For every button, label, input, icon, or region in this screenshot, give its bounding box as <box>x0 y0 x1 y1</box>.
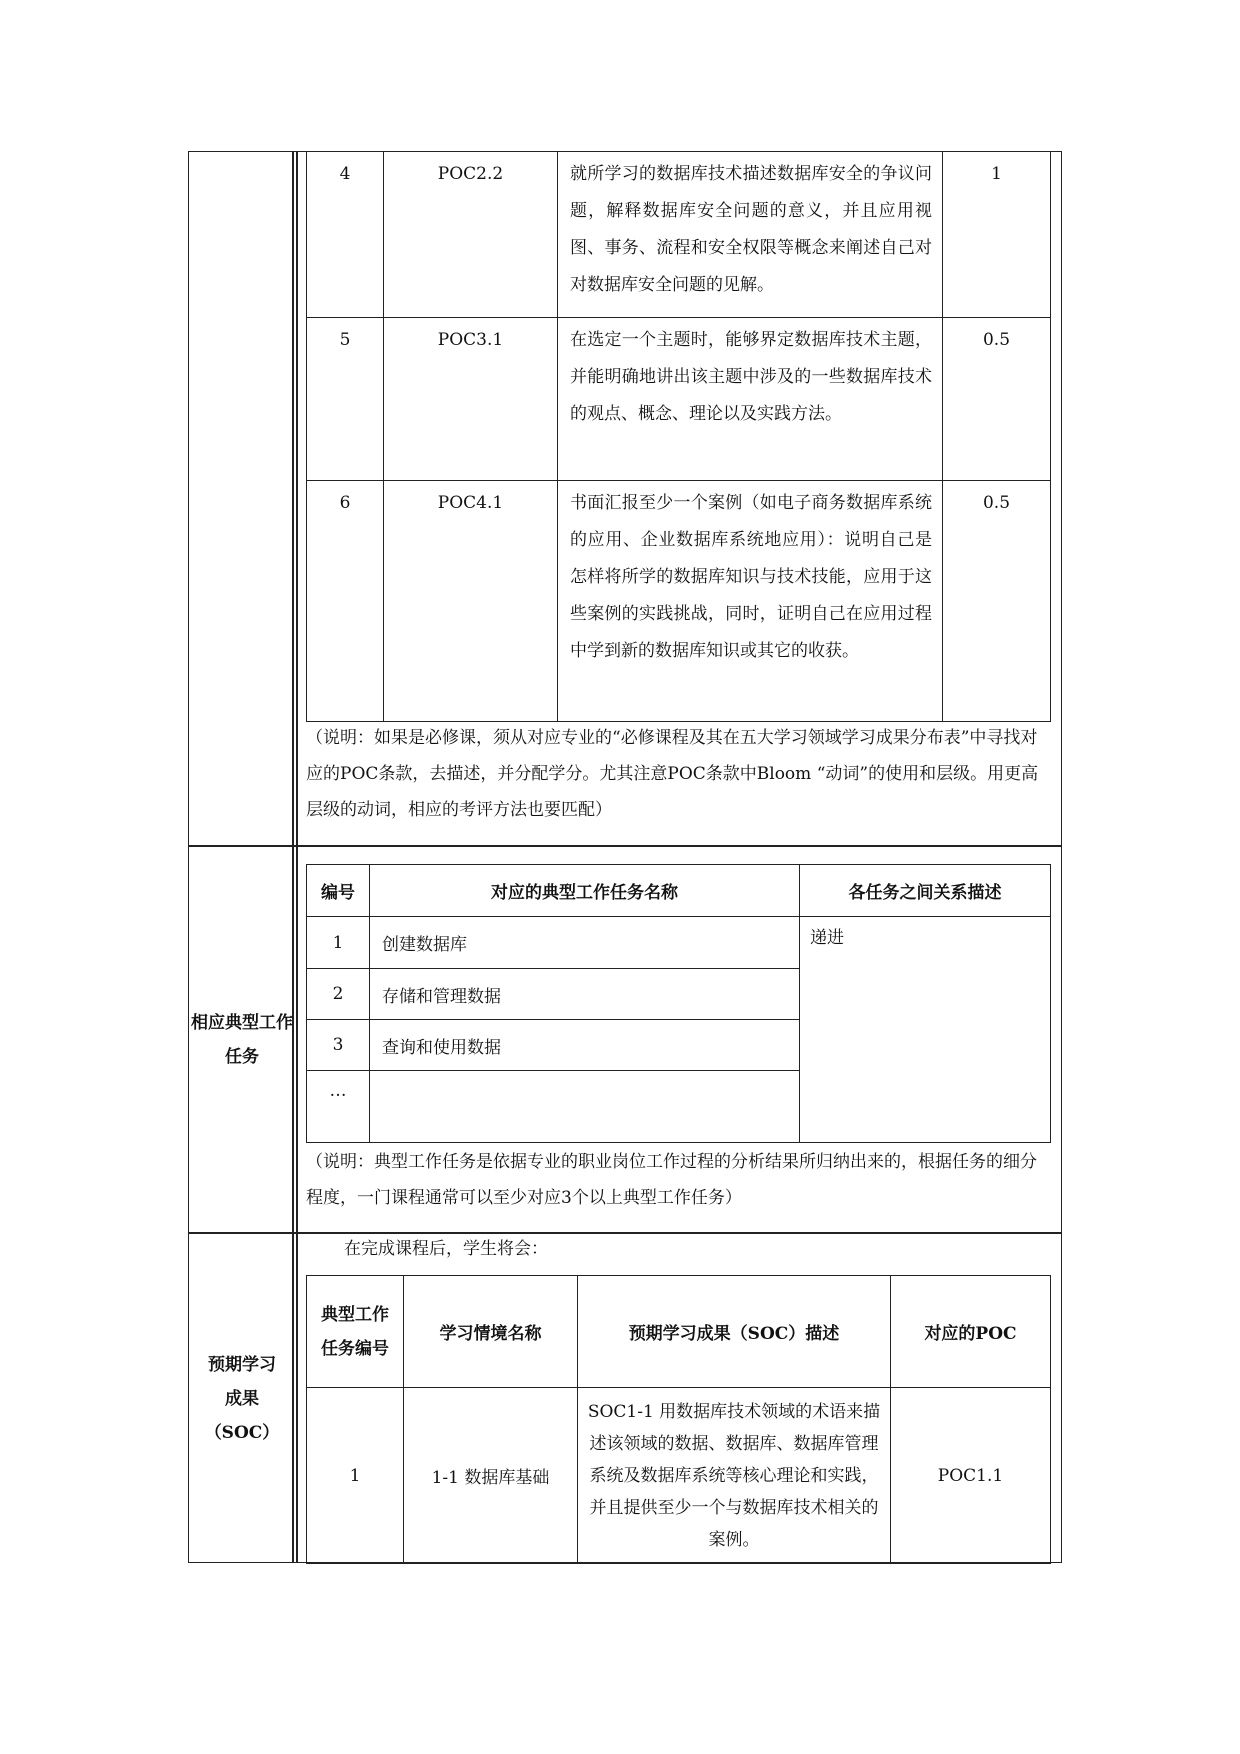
label-column-divider-inner <box>296 151 298 1563</box>
header-relation: 各任务之间关系描述 <box>800 865 1051 917</box>
task-no: … <box>307 1071 370 1143</box>
poc-row-code: POC3.1 <box>384 318 558 481</box>
typical-tasks-note: （说明：典型工作任务是依据专业的职业岗位工作过程的分析结果所归纳出来的，根据任务的细分程度，一门课程通常可以至少对应3个以上典型工作任务） <box>306 1152 1037 1208</box>
header-soc: 预期学习成果（SOC）描述 <box>578 1276 891 1388</box>
poc-row-credit: 0.5 <box>943 318 1051 481</box>
poc-row-description: 书面汇报至少一个案例（如电子商务数据库系统的应用、企业数据库系统地应用）：说明自己是怎样将所学的数据库知识与技术技能，应用于这些案例的实践挑战，同时，证明自己在应用过程中学到新的数据库知识或其它的收获。 <box>558 481 943 722</box>
task-relation: 递进 <box>800 917 1051 1143</box>
task-name: 存储和管理数据 <box>370 969 800 1020</box>
poc-row-code: POC4.1 <box>384 481 558 722</box>
typical-tasks-label: 相应典型工作任务 <box>191 1013 293 1067</box>
typical-tasks-table <box>306 864 1051 1143</box>
section-separator-1 <box>188 845 1062 847</box>
task-no: 1 <box>307 917 370 969</box>
table-row <box>307 917 1051 969</box>
soc-situation: 1-1 数据库基础 <box>404 1388 578 1564</box>
task-name: 查询和使用数据 <box>370 1020 800 1071</box>
soc-intro: 在完成课程后，学生将会： <box>344 1239 548 1259</box>
task-name <box>370 1071 800 1143</box>
soc-table <box>306 1275 1051 1564</box>
poc-note: （说明：如果是必修课，须从对应专业的“必修课程及其在五大学习领域学习成果分布表”中寻找对应的POC条款，去描述，并分配学分。尤其注意POC条款中Bloom “动词”的使用和层级。用更高层级的动词，相应的考评方法也要匹配） <box>306 728 1039 820</box>
table-row <box>307 1276 1051 1388</box>
table-row <box>307 481 1051 722</box>
soc-task-no: 1 <box>307 1388 404 1564</box>
soc-description: SOC1-1 用数据库技术领域的术语来描述该领域的数据、数据库、数据库管理系统及数据库系统等核心理论和实践，并且提供至少一个与数据库技术相关的案例。 <box>578 1388 891 1564</box>
poc-row-no: 5 <box>307 318 384 481</box>
soc-poc: POC1.1 <box>891 1388 1051 1564</box>
task-no: 2 <box>307 969 370 1020</box>
table-row <box>307 152 1051 318</box>
poc-row-code: POC2.2 <box>384 152 558 318</box>
soc-label: 预期学习成果（SOC） <box>204 1355 280 1443</box>
header-situation: 学习情境名称 <box>404 1276 578 1388</box>
task-name: 创建数据库 <box>370 917 800 969</box>
poc-row-no: 4 <box>307 152 384 318</box>
poc-row-no: 6 <box>307 481 384 722</box>
section-separator-2 <box>188 1232 1062 1234</box>
header-task-no: 典型工作任务编号 <box>307 1276 404 1388</box>
poc-row-credit: 1 <box>943 152 1051 318</box>
header-task-name: 对应的典型工作任务名称 <box>370 865 800 917</box>
table-row <box>307 318 1051 481</box>
table-row <box>307 1388 1051 1564</box>
poc-row-description: 就所学习的数据库技术描述数据库安全的争议问题，解释数据库安全问题的意义，并且应用视图、事务、流程和安全权限等概念来阐述自己对对数据库安全问题的见解。 <box>558 152 943 318</box>
task-no: 3 <box>307 1020 370 1071</box>
header-no: 编号 <box>307 865 370 917</box>
poc-row-credit: 0.5 <box>943 481 1051 722</box>
header-poc: 对应的POC <box>891 1276 1051 1388</box>
table-row <box>307 865 1051 917</box>
label-column-divider <box>292 151 294 1563</box>
poc-row-description: 在选定一个主题时，能够界定数据库技术主题，并能明确地讲出该主题中涉及的一些数据库技术的观点、概念、理论以及实践方法。 <box>558 318 943 481</box>
poc-table <box>306 151 1051 722</box>
